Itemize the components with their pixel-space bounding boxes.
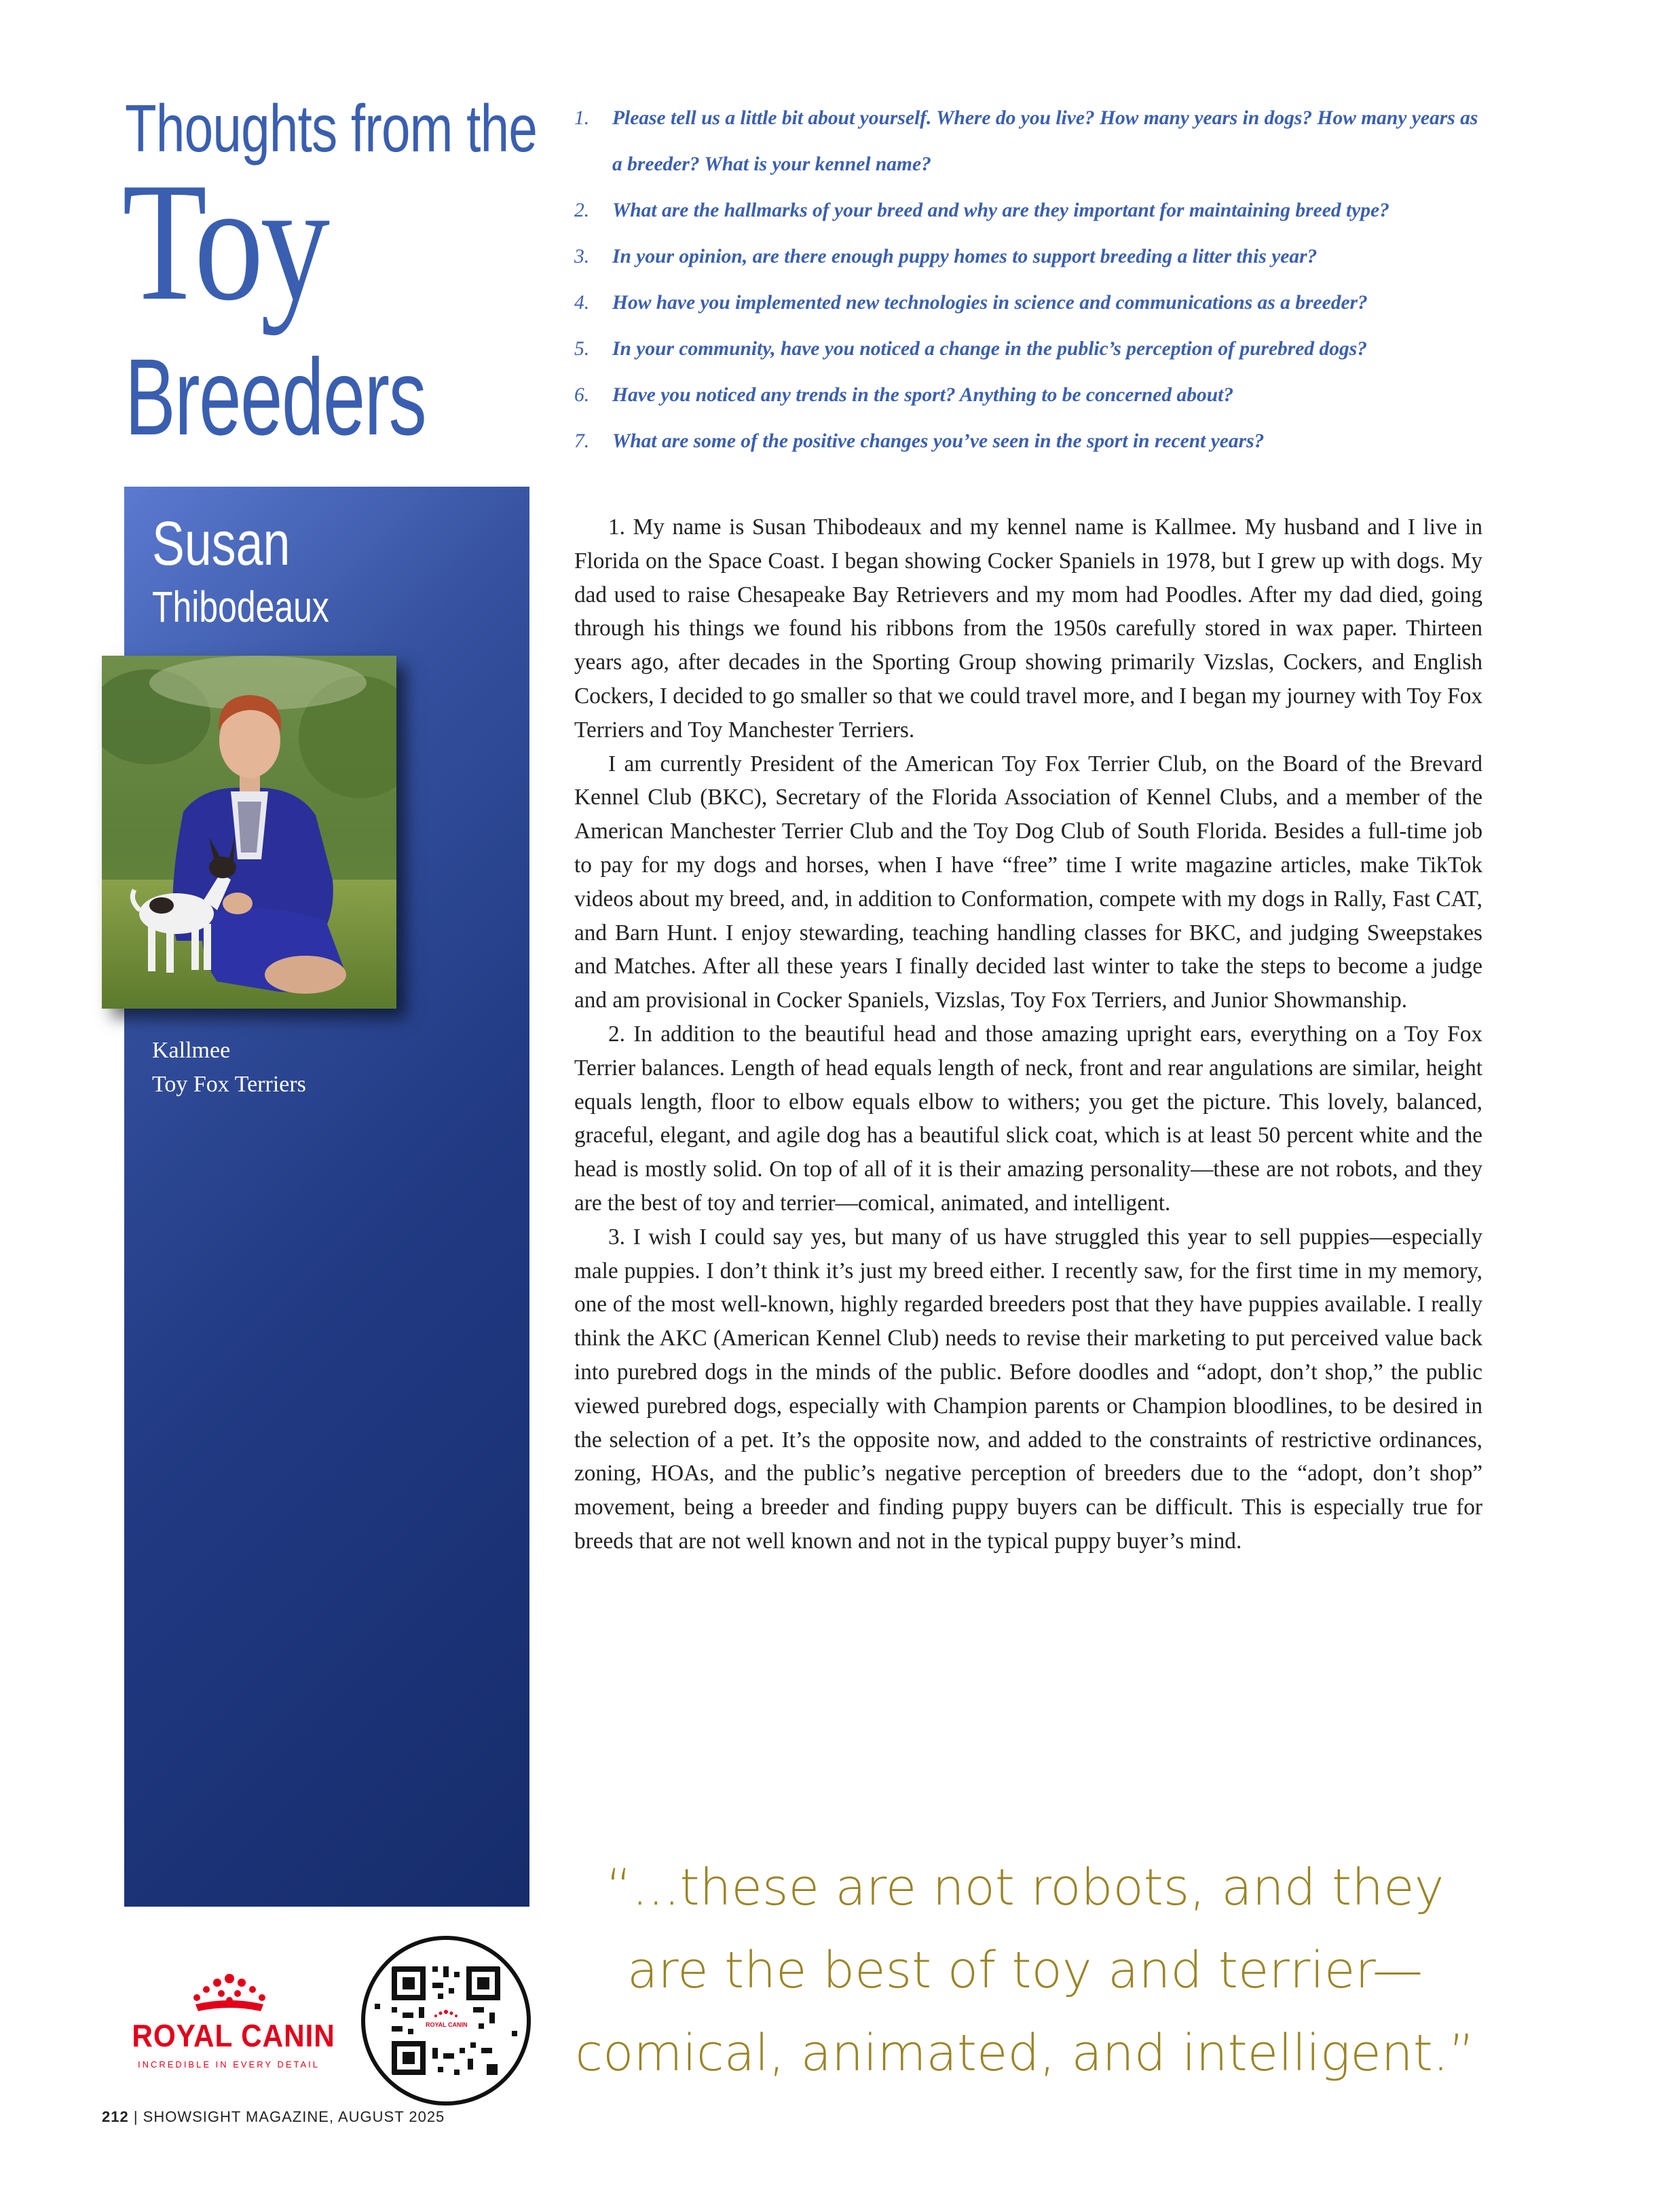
question-text: What are the hallmarks of your breed and why are they important for maintaining breed type? xyxy=(612,200,1389,221)
question-item xyxy=(574,280,1484,326)
page-number: 212 xyxy=(102,2108,129,2125)
question-number: 4. xyxy=(574,292,590,314)
breeder-photo xyxy=(102,656,396,1009)
question-item xyxy=(574,95,1484,187)
breeder-first-name: Susan xyxy=(152,509,291,578)
title-line-3: Breeders xyxy=(125,336,426,457)
question-text: How have you implemented new technologies in science and communications as a breeder? xyxy=(612,292,1368,314)
body-paragraph: 2. In addition to the beautiful head and those amazing upright ears, everything on a Toy Fox Terrier balances. Length of head equals length of neck, front and rear angulations are similar, height equals length, floor to elbow equals elbow to withers; you get the picture. This lovely, balanced, graceful, elegant, and agile dog has a beautiful slick coat, which is at least 50 percent white and the head is mostly solid. On top of all of it is their amazing personality—these are not robots, and they are the best of toy and terrier—comical, animated, and intelligent. xyxy=(574,1021,1482,1216)
question-item xyxy=(574,326,1484,372)
page-footer: 212 | SHOWSIGHT MAGAZINE, AUGUST 2025 xyxy=(102,2108,445,2125)
question-text: Have you noticed any trends in the sport? Anything to be concerned about? xyxy=(612,384,1234,406)
question-text: Please tell us a little bit about yourself. Where do you live? How many years in dogs? How many years as a breeder? What is your kennel name? xyxy=(612,107,1478,175)
article-body xyxy=(574,510,1482,1558)
kennel-name: Kallmee xyxy=(152,1038,231,1063)
body-paragraph: I am currently President of the American Toy Fox Terrier Club, on the Board of the Brevard Kennel Club (BKC), Secretary of the Florida Association of Kennel Clubs, and a member of the American Manchester Terrier Club and the Toy Dog Club of South Florida. Besides a full-time job to pay for my dogs and horses, when I have “free” time I write magazine articles, make TikTok videos about my breed, and, in addition to Conformation, compete with my dogs in Rally, Fast CAT, and Barn Hunt. I enjoy stewarding, teaching handling classes for BKC, and judging Sweepstakes and Matches. After all these years I finally decided last winter to take the steps to become a judge and am provisional in Cocker Spaniels, Vizslas, Toy Fox Terriers, and Junior Showmanship. xyxy=(574,751,1482,1013)
body-paragraph: 1. My name is Susan Thibodeaux and my kennel name is Kallmee. My husband and I live in Florida on the Space Coast. I began showing Cocker Spaniels in 1978, but I grew up with dogs. My dad used to raise Chesapeake Bay Retrievers and my mom had Poodles. After my dad died, going through his things we found his ribbons from the 1950s carefully stored in wax paper. Thirteen years ago, after decades in the Sporting Group showing primarily Vizslas, Cockers, and English Cockers, I decided to go smaller so that we could travel more, and I began my journey with Toy Fox Terriers and Toy Manchester Terriers. xyxy=(574,514,1482,743)
question-item xyxy=(574,418,1484,464)
sponsor-tagline: INCREDIBLE IN EVERY DETAIL xyxy=(137,2059,320,2070)
questions-list xyxy=(574,95,1484,464)
question-number: 2. xyxy=(574,200,590,221)
pull-quote-line: “...these are not robots, and they xyxy=(605,1858,1444,1917)
qr-code[interactable] xyxy=(361,1936,531,2106)
question-number: 1. xyxy=(574,107,590,129)
question-number: 5. xyxy=(574,338,590,360)
question-text: In your community, have you noticed a change in the public’s perception of purebred dogs? xyxy=(612,338,1367,360)
question-item xyxy=(574,187,1484,233)
question-text: What are some of the positive changes you’ve seen in the sport in recent years? xyxy=(612,430,1265,452)
breeder-last-name: Thibodeaux xyxy=(152,582,329,631)
question-item xyxy=(574,233,1484,280)
sponsor-brand: ROYAL CANIN xyxy=(132,2018,335,2053)
crown-icon xyxy=(182,1972,277,2017)
question-item xyxy=(574,372,1484,418)
question-number: 7. xyxy=(574,430,590,452)
question-text: In your opinion, are there enough puppy homes to support breeding a litter this year? xyxy=(612,246,1318,267)
title-line-2: Toy xyxy=(122,148,327,336)
body-paragraph: 3. I wish I could say yes, but many of us have struggled this year to sell puppies—especially male puppies. I don’t think it’s just my breed either. I recently saw, for the first time in my memory, one of the most well-known, highly regarded breeders post that they have puppies available. I really think the AKC (American Kennel Club) needs to revise their marketing to put perceived value back into purebred dogs in the minds of the public. Before doodles and “adopt, don’t shop,” the public viewed purebred dogs, especially with Champion parents or Champion bloodlines, to be desired in the selection of a pet. It’s the opposite now, and added to the constraints of restrictive ordinances, zoning, HOAs, and the public’s negative perception of breeders due to the “adopt, don’t shop” movement, being a breeder and finding puppy buyers can be difficult. This is especially true for breeds that are not well known and not in the typical puppy buyer’s mind. xyxy=(574,1224,1482,1554)
pull-quote-line: comical, animated, and intelligent.” xyxy=(575,2024,1475,2082)
pull-quote-line: are the best of toy and terrier— xyxy=(627,1941,1423,2000)
publication-name: SHOWSIGHT MAGAZINE, AUGUST 2025 xyxy=(143,2108,445,2125)
question-number: 6. xyxy=(574,384,590,406)
qr-label: ROYAL CANIN xyxy=(426,2021,468,2028)
kennel-breed: Toy Fox Terriers xyxy=(152,1072,306,1097)
title-line-1: Thoughts from the xyxy=(125,91,538,166)
pull-quote xyxy=(557,1846,1493,2095)
question-number: 3. xyxy=(574,246,590,267)
